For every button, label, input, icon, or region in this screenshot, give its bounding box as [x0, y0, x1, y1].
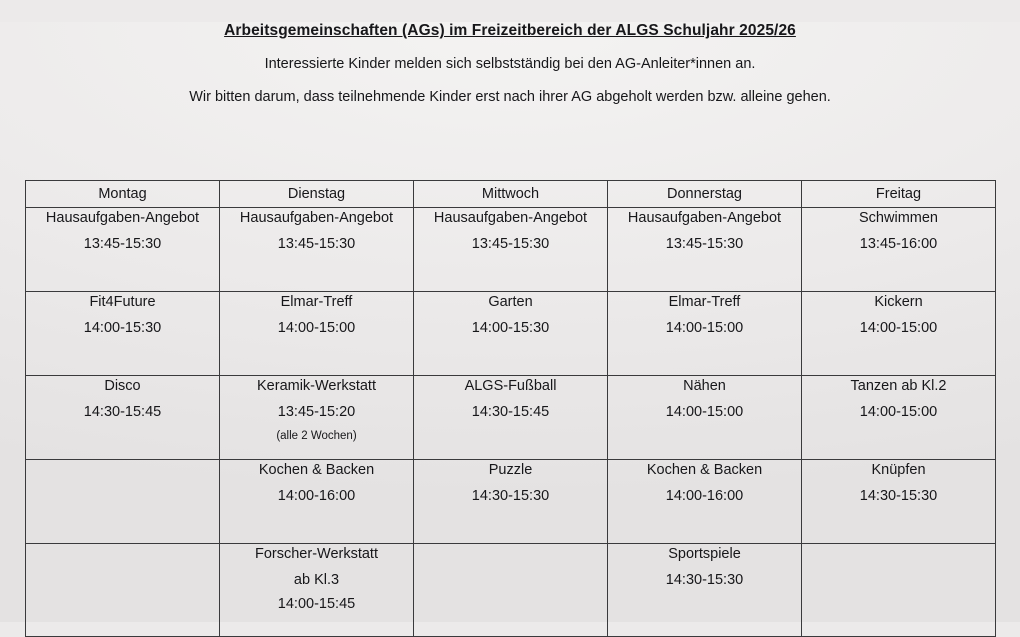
table-cell [608, 544, 802, 637]
table-cell [220, 208, 414, 292]
activity-time: 14:00-15:30 [471, 320, 550, 336]
table-cell [220, 460, 414, 544]
table-cell [608, 460, 802, 544]
table-header [26, 181, 996, 208]
activity-name: Elmar-Treff [668, 294, 741, 310]
table-cell [26, 208, 220, 292]
activity-name: Kickern [874, 294, 923, 310]
column-header-dienstag: Dienstag [220, 181, 414, 208]
table-cell [608, 376, 802, 460]
table-cell [414, 544, 608, 637]
activity-name: Puzzle [488, 462, 533, 478]
schedule-table [25, 180, 996, 637]
activity-time: 14:30-15:45 [83, 404, 162, 420]
table-cell [608, 208, 802, 292]
table-cell [608, 292, 802, 376]
activity-time: 14:00-15:00 [859, 320, 938, 336]
document-page [0, 22, 1020, 622]
table-row [26, 544, 996, 637]
activity-note: 14:00-15:45 [277, 596, 356, 612]
activity-time: 13:45-15:30 [665, 236, 744, 252]
activity-name: Sportspiele [668, 546, 741, 562]
table-row [26, 376, 996, 460]
table-cell [802, 292, 996, 376]
subtitle-line-2: Wir bitten darum, dass teilnehmende Kinder erst nach ihrer AG abgeholt werden bzw. alleine gehen. [189, 89, 831, 105]
column-header-mittwoch: Mittwoch [414, 181, 608, 208]
activity-time: ab Kl.3 [293, 572, 340, 588]
table-cell [802, 544, 996, 637]
table-cell [220, 544, 414, 637]
activity-name: Hausaufgaben-Angebot [239, 210, 394, 226]
table-cell [802, 376, 996, 460]
activity-time: 14:00-15:00 [859, 404, 938, 420]
activity-time: 14:30-15:45 [471, 404, 550, 420]
activity-name: Keramik-Werkstatt [257, 378, 376, 394]
activity-name: Fit4Future [89, 294, 156, 310]
activity-name: Nähen [683, 378, 726, 394]
activity-time: 14:30-15:30 [859, 488, 938, 504]
table-cell [414, 376, 608, 460]
activity-time: 14:00-15:30 [83, 320, 162, 336]
activity-time: 13:45-16:00 [859, 236, 938, 252]
table-cell [802, 208, 996, 292]
table-cell [26, 292, 220, 376]
table-row [26, 208, 996, 292]
activity-time: 14:00-15:00 [277, 320, 356, 336]
table-cell [414, 292, 608, 376]
activity-name: Disco [104, 378, 141, 394]
activity-name: Elmar-Treff [280, 294, 353, 310]
table-cell [26, 460, 220, 544]
activity-name: Kochen & Backen [646, 462, 763, 478]
activity-name: Hausaufgaben-Angebot [433, 210, 588, 226]
page-title: Arbeitsgemeinschaften (AGs) im Freizeitbereich der ALGS Schuljahr 2025/26 [224, 22, 796, 39]
table-cell [414, 460, 608, 544]
activity-name: Schwimmen [859, 210, 938, 226]
table-cell [802, 460, 996, 544]
activity-time: 13:45-15:30 [83, 236, 162, 252]
activity-name: Forscher-Werkstatt [254, 546, 378, 562]
column-header-freitag: Freitag [802, 181, 996, 208]
activity-time: 13:45-15:20 [277, 404, 356, 420]
table-row [26, 292, 996, 376]
activity-name: Tanzen ab Kl.2 [850, 378, 947, 394]
activity-name: Garten [488, 294, 533, 310]
activity-time: 14:30-15:30 [471, 488, 550, 504]
table-cell [220, 292, 414, 376]
activity-name: Knüpfen [871, 462, 926, 478]
activity-name: Hausaufgaben-Angebot [45, 210, 200, 226]
activity-time: 13:45-15:30 [277, 236, 356, 252]
table-cell [220, 376, 414, 460]
table-cell [26, 376, 220, 460]
activity-name: ALGS-Fußball [464, 378, 557, 394]
activity-time: 13:45-15:30 [471, 236, 550, 252]
column-header-donnerstag: Donnerstag [608, 181, 802, 208]
activity-time: 14:00-15:00 [665, 404, 744, 420]
table-row [26, 460, 996, 544]
table-cell [26, 544, 220, 637]
table-cell [414, 208, 608, 292]
activity-time: 14:00-16:00 [665, 488, 744, 504]
activity-time: 14:30-15:30 [665, 572, 744, 588]
column-header-montag: Montag [26, 181, 220, 208]
activity-name: Hausaufgaben-Angebot [627, 210, 782, 226]
activity-name: Kochen & Backen [258, 462, 375, 478]
subtitle-line-1: Interessierte Kinder melden sich selbstständig bei den AG-Anleiter*innen an. [264, 56, 756, 72]
activity-note: (alle 2 Wochen) [276, 430, 357, 442]
activity-time: 14:00-15:00 [665, 320, 744, 336]
table-body [26, 208, 996, 637]
table-header-row [26, 181, 996, 208]
activity-time: 14:00-16:00 [277, 488, 356, 504]
schedule-table-wrapper [25, 180, 996, 637]
